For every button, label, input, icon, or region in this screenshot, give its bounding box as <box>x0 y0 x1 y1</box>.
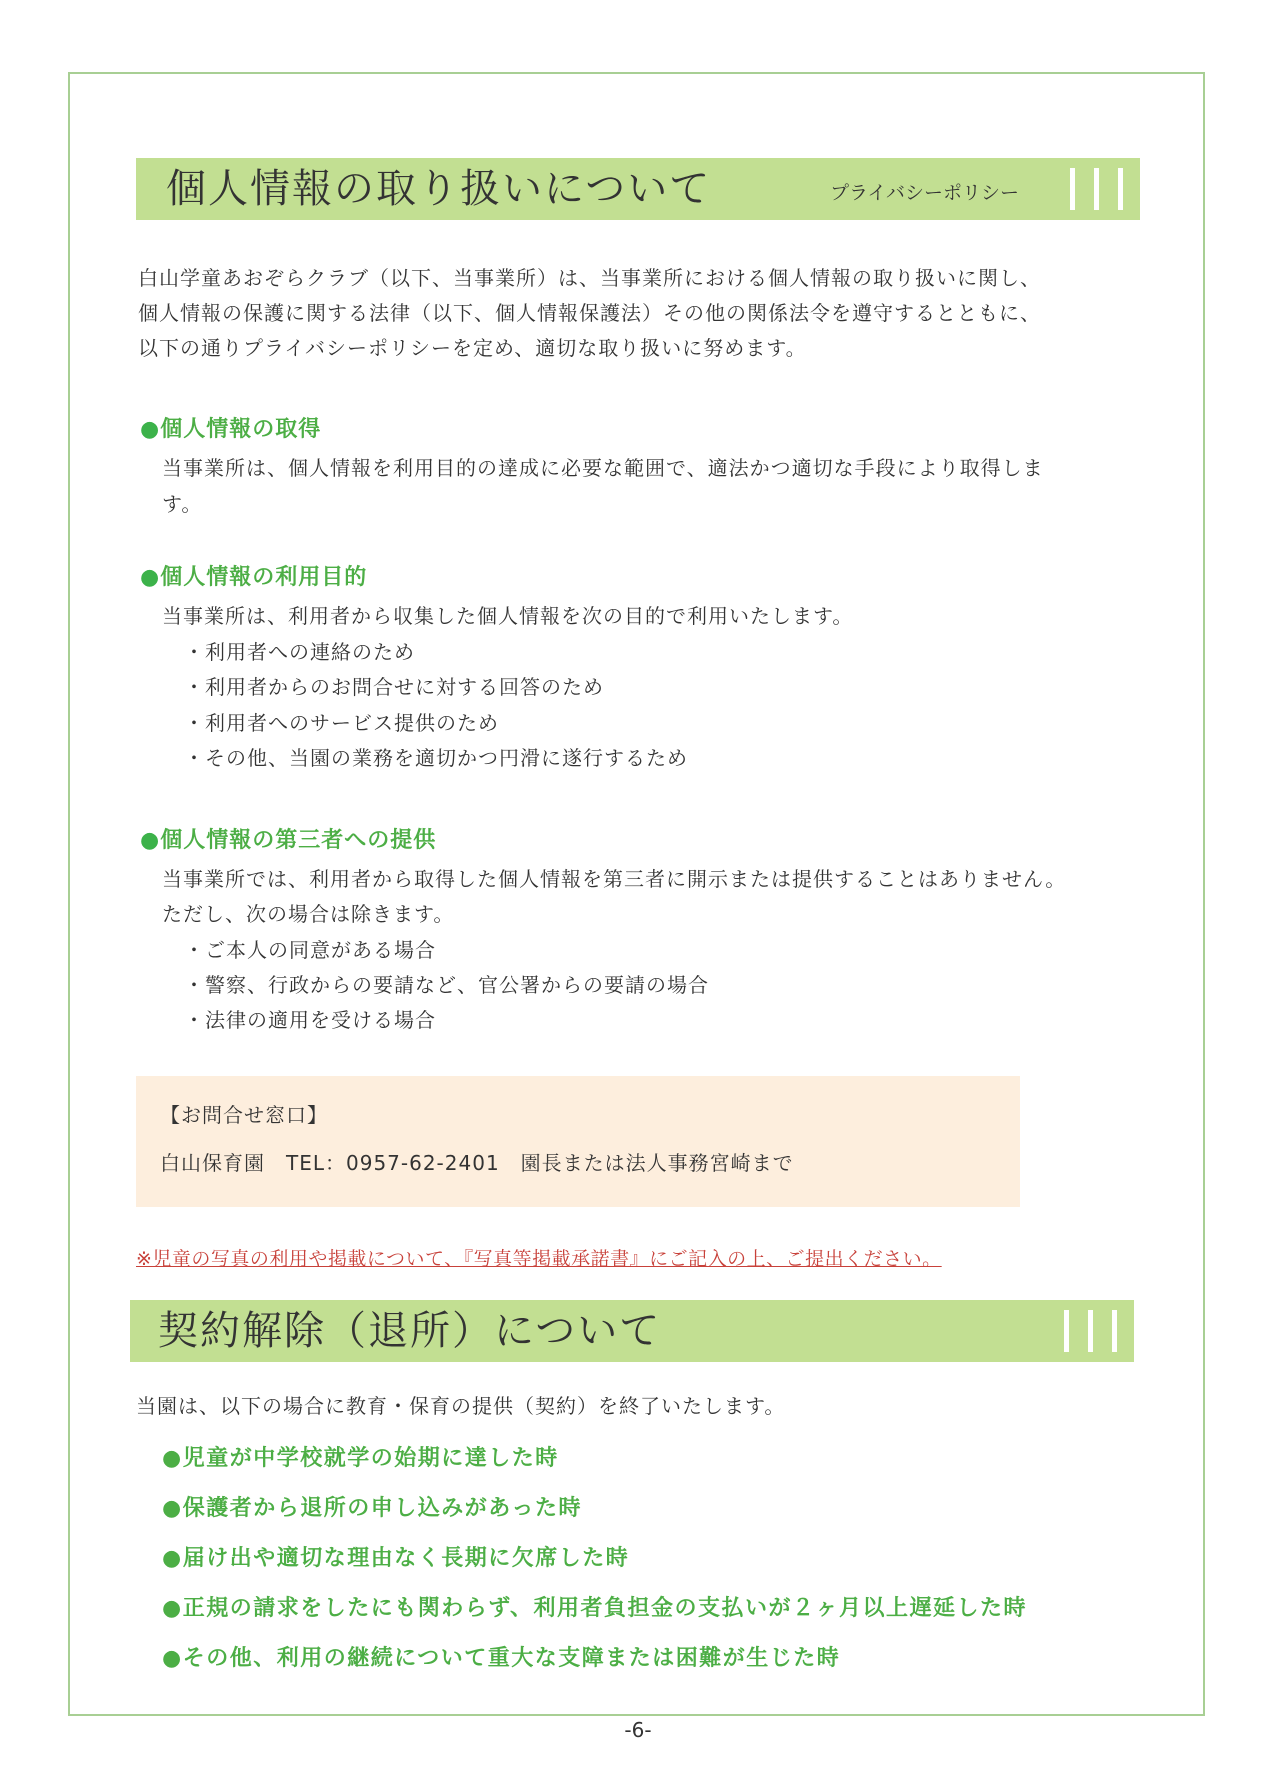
header-stripe-decoration <box>1112 1310 1117 1352</box>
exception-list-item: ・法律の適用を受ける場合 <box>184 1008 436 1032</box>
section-heading-purpose <box>140 560 367 591</box>
contact-label: 【お問合せ窓口】 <box>160 1103 328 1127</box>
header-stripe-decoration <box>1064 1310 1069 1352</box>
termination-item <box>162 1541 629 1572</box>
termination-item <box>162 1641 840 1672</box>
section-body-line: 当事業所は、個人情報を利用目的の達成に必要な範囲で、適法かつ適切な手段により取得しま <box>162 456 1044 480</box>
header-stripe-decoration <box>1118 168 1123 210</box>
bullet-icon: ● <box>162 1446 183 1471</box>
exception-list-item: ・警察、行政からの要請など、官公署からの要請の場合 <box>184 973 709 997</box>
termination-intro: 当園は、以下の場合に教育・保育の提供（契約）を終了いたします。 <box>136 1394 786 1418</box>
bullet-icon: ● <box>140 565 161 590</box>
termination-item-text: 保護者から退所の申し込みがあった時 <box>182 1496 582 1521</box>
purpose-list-item: ・その他、当園の業務を適切かつ円滑に遂行するため <box>184 746 688 770</box>
bullet-icon: ● <box>162 1546 183 1571</box>
contact-box <box>136 1076 1020 1207</box>
exception-list-item: ・ご本人の同意がある場合 <box>184 938 436 962</box>
privacy-subtitle: プライバシーポリシー <box>830 182 1020 204</box>
header-stripe-decoration <box>1094 168 1099 210</box>
termination-item-text: 届け出や適切な理由なく長期に欠席した時 <box>182 1546 630 1571</box>
page-number: -6- <box>624 1718 652 1742</box>
section-body-line: 当事業所は、利用者から収集した個人情報を次の目的で利用いたします。 <box>162 604 854 628</box>
privacy-intro-line: 白山学童あおぞらクラブ（以下、当事業所）は、当事業所における個人情報の取り扱いに関し、 <box>138 266 1041 290</box>
termination-item-text: その他、利用の継続について重大な支障または困難が生じた時 <box>182 1646 841 1671</box>
section-heading-acquisition <box>140 412 321 443</box>
termination-title: 契約解除（退所）について <box>158 1308 662 1354</box>
purpose-list-item: ・利用者への連絡のため <box>184 640 415 664</box>
bullet-icon: ● <box>162 1496 183 1521</box>
section-body-line: ただし、次の場合は除きます。 <box>162 902 455 926</box>
bullet-icon: ● <box>162 1646 183 1671</box>
bullet-icon: ● <box>162 1596 183 1621</box>
section-heading-text: 個人情報の取得 <box>160 417 322 442</box>
termination-item <box>162 1491 582 1522</box>
termination-header-bar <box>130 1300 1134 1362</box>
privacy-intro-line: 個人情報の保護に関する法律（以下、個人情報保護法）その他の関係法令を遵守するとともに、 <box>138 301 1041 325</box>
bullet-icon: ● <box>140 828 161 853</box>
privacy-intro-line: 以下の通りプライバシーポリシーを定め、適切な取り扱いに努めます。 <box>138 336 807 360</box>
section-body-line: 当事業所では、利用者から取得した個人情報を第三者に開示または提供することはありません。 <box>162 867 1067 891</box>
termination-item <box>162 1441 559 1472</box>
termination-item <box>162 1591 1027 1622</box>
privacy-header-bar <box>136 158 1140 220</box>
privacy-title: 個人情報の取り扱いについて <box>166 166 712 212</box>
bullet-icon: ● <box>140 417 161 442</box>
section-heading-text: 個人情報の利用目的 <box>160 565 368 590</box>
header-stripe-decoration <box>1070 168 1075 210</box>
header-stripe-decoration <box>1088 1310 1093 1352</box>
section-heading-third-party <box>140 823 436 854</box>
photo-consent-notice: ※児童の写真の利用や掲載について、『写真等掲載承諾書』にご記入の上、ご提出ください。 <box>136 1248 942 1270</box>
termination-item-text: 正規の請求をしたにも関わらず、利用者負担金の支払いが２ヶ月以上遅延した時 <box>182 1596 1027 1621</box>
section-body-line: す。 <box>162 492 203 516</box>
termination-item-text: 児童が中学校就学の始期に達した時 <box>182 1446 559 1471</box>
contact-line: 白山保育園 TEL：0957-62-2401 園長または法人事務宮崎まで <box>160 1151 794 1175</box>
purpose-list-item: ・利用者からのお問合せに対する回答のため <box>184 675 604 699</box>
section-heading-text: 個人情報の第三者への提供 <box>160 828 437 853</box>
purpose-list-item: ・利用者へのサービス提供のため <box>184 711 499 735</box>
